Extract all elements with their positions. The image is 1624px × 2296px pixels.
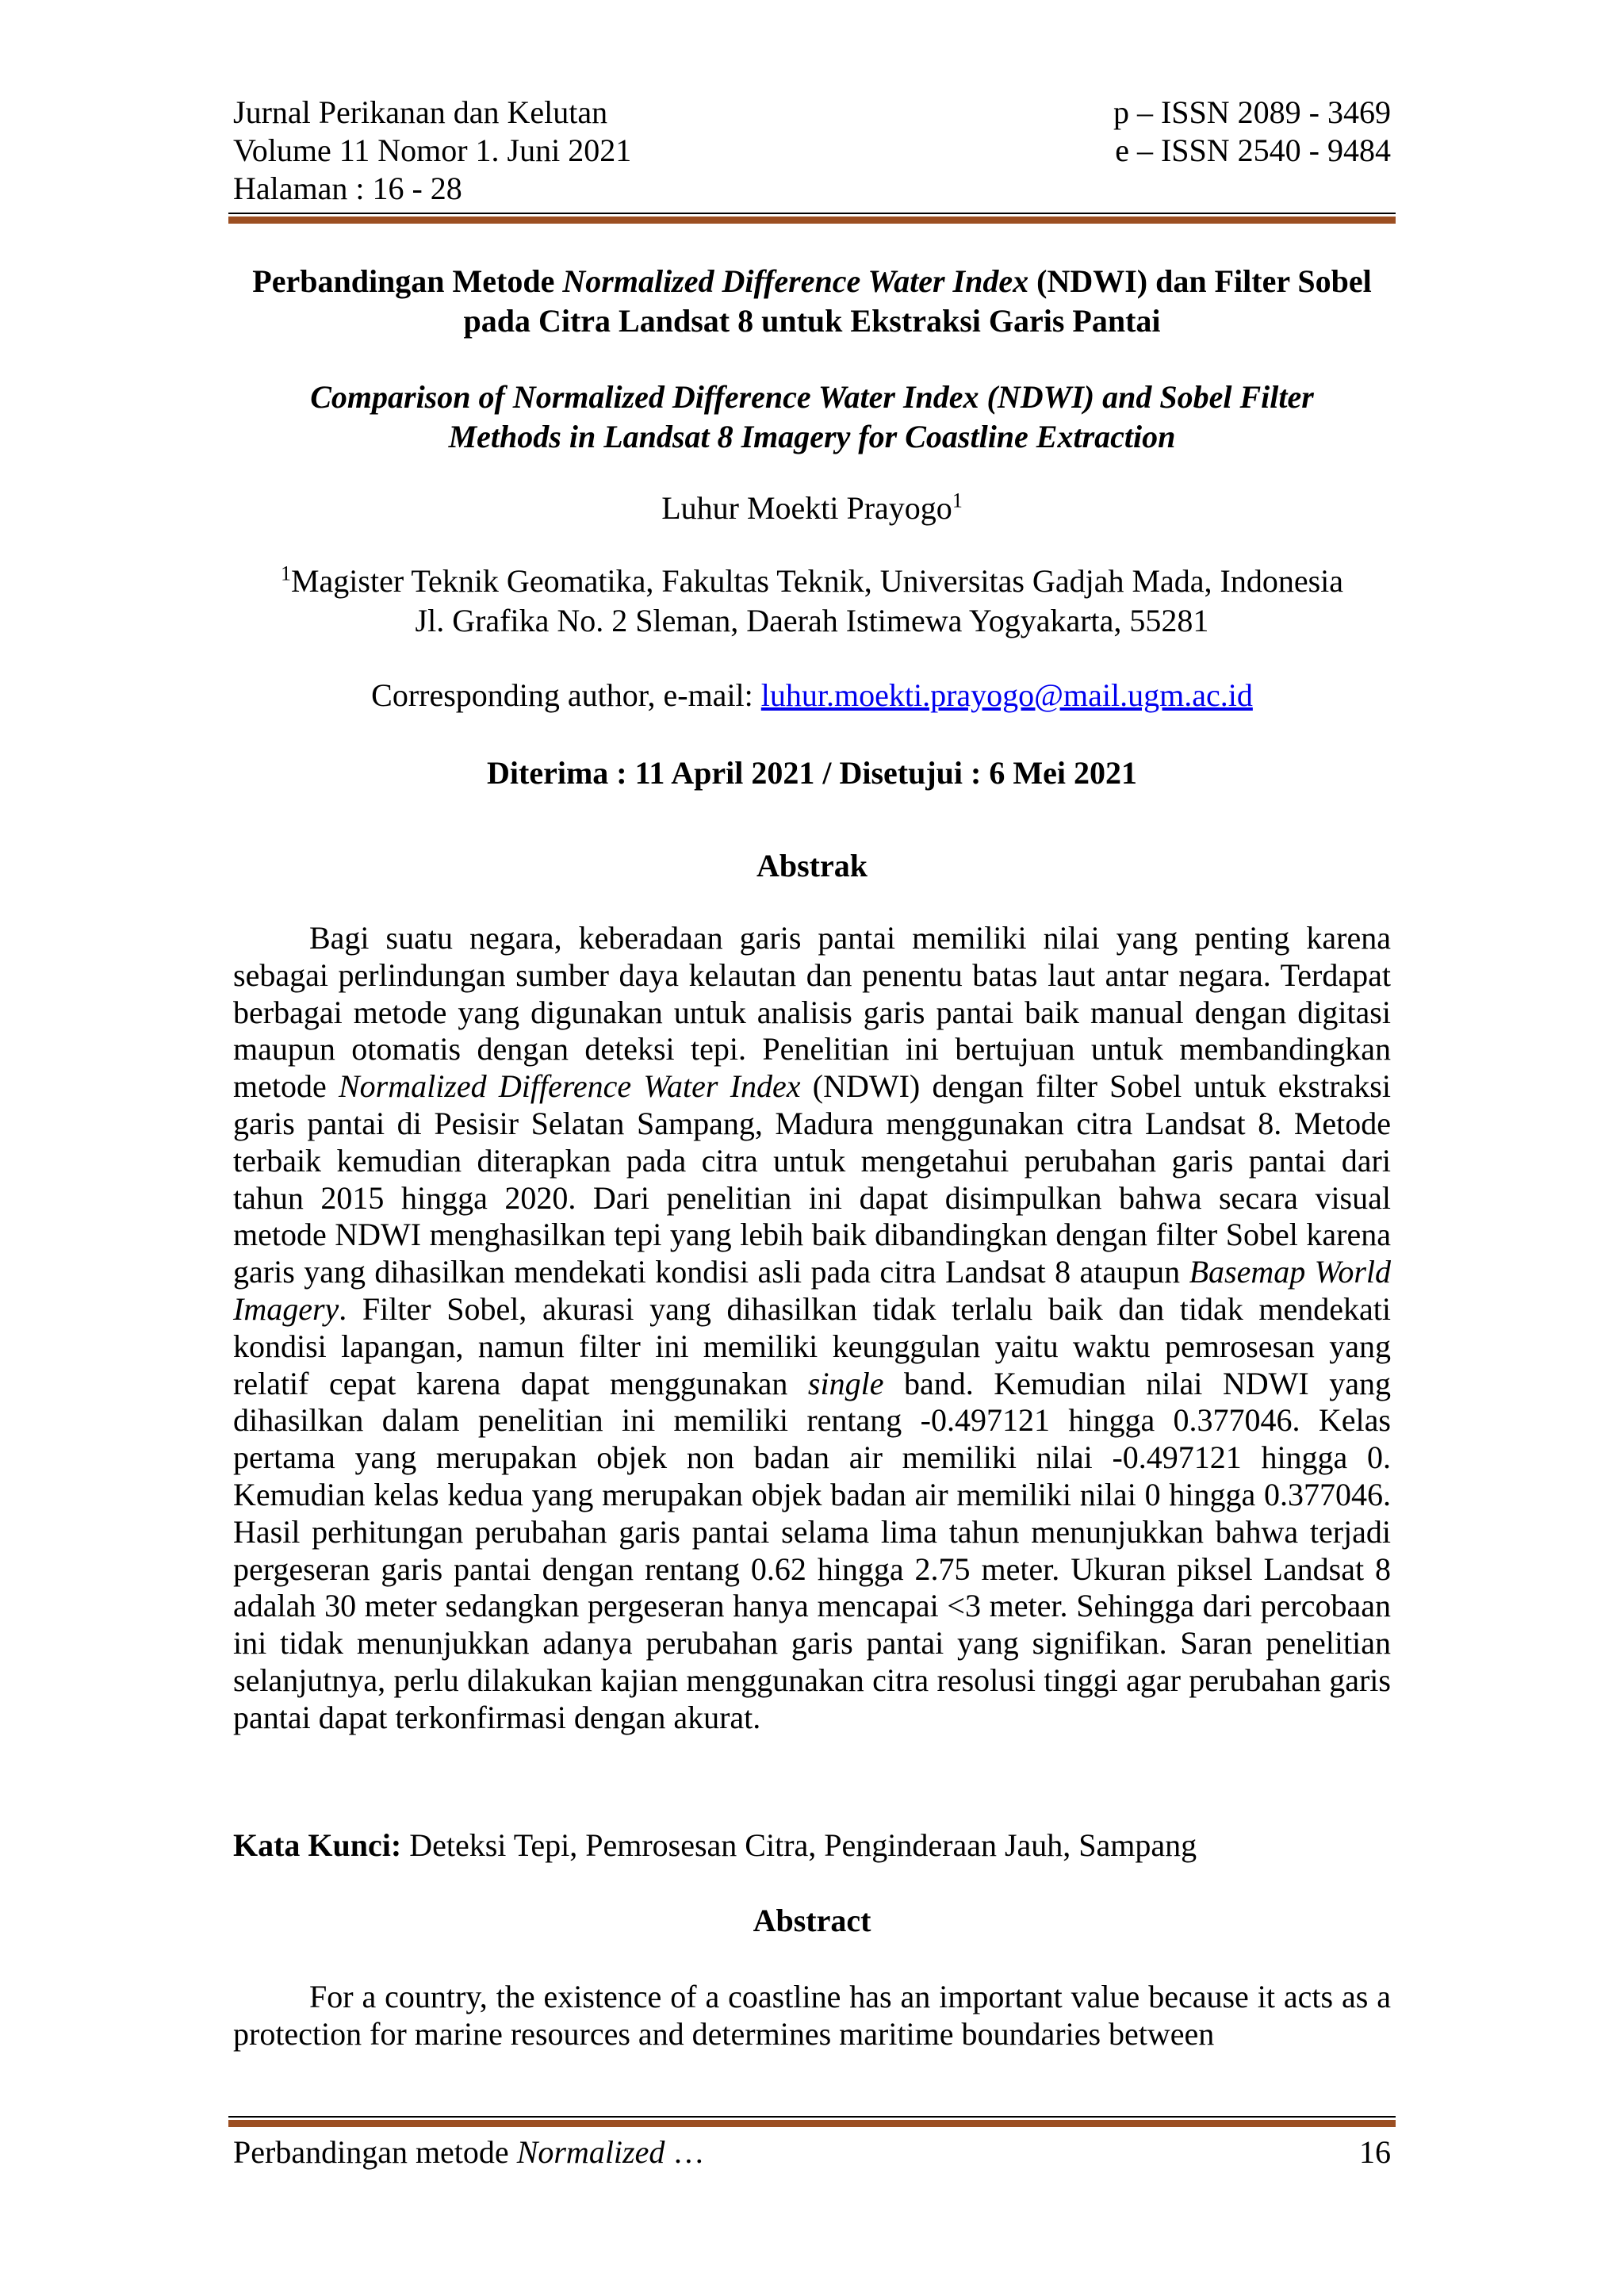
keywords xyxy=(233,1826,1391,1865)
journal-volume: Volume 11 Nomor 1. Juni 2021 xyxy=(233,132,632,168)
header-divider-accent-line xyxy=(228,217,1396,224)
author-line xyxy=(233,489,1391,528)
author-email-link[interactable]: luhur.moekti.prayogo@mail.ugm.ac.id xyxy=(760,677,1253,713)
page-header xyxy=(233,94,1391,208)
affiliation-superscript: 1 xyxy=(280,562,291,585)
running-title-suffix: … xyxy=(665,2134,705,2170)
corresponding-label: Corresponding author, e-mail: xyxy=(371,677,761,713)
abstrak-italic-3: single xyxy=(807,1365,884,1401)
article-title-english xyxy=(233,378,1391,457)
abstrak-italic-2: Basemap World Imagery xyxy=(233,1254,1392,1327)
keywords-label: Kata Kunci: xyxy=(233,1827,402,1863)
corresponding-author xyxy=(233,676,1391,715)
header-row xyxy=(233,94,1391,208)
author-superscript: 1 xyxy=(952,489,963,512)
abstrak-text-2: (NDWI) dengan filter Sobel untuk ekstraksi garis pantai di Pesisir Selatan Sampang, Madura menggunakan citra Landsat 8. Metode terbaik kemudian diterapkan pada citra untuk mengetahui perubahan garis pantai dari tahun 2015 hingga 2020. Dari penelitian ini dapat disimpulkan bahwa secara visual metode NDWI menghasilkan tepi yang lebih baik dibandingkan dengan filter Sobel karena garis yang dihasilkan mendekati kondisi asli pada citra Landsat 8 ataupun xyxy=(233,1068,1391,1290)
title-en-line1: Comparison of Normalized Difference Water Index (NDWI) and Sobel Filter xyxy=(310,379,1314,415)
affiliation xyxy=(233,562,1391,641)
abstrak-italic-1: Normalized Difference Water Index xyxy=(338,1068,801,1105)
abstract-paragraph: For a country, the existence of a coastline has an important value because it acts as a protection for marine resources and determines maritime boundaries between xyxy=(233,1979,1391,2052)
affiliation-line1: Magister Teknik Geomatika, Fakultas Teknik, Universitas Gadjah Mada, Indonesia xyxy=(290,563,1344,599)
affiliation-line2: Jl. Grafika No. 2 Sleman, Daerah Istimewa Yogyakarta, 55281 xyxy=(415,603,1209,638)
header-divider xyxy=(228,213,1396,224)
page-footer xyxy=(233,2133,1391,2171)
keywords-text: Deteksi Tepi, Pemrosesan Citra, Penginderaan Jauh, Sampang xyxy=(401,1827,1197,1863)
title-en-line2: Methods in Landsat 8 Imagery for Coastline Extraction xyxy=(448,419,1176,454)
footer-divider-thin-line xyxy=(228,2116,1396,2118)
electronic-issn: e – ISSN 2540 - 9484 xyxy=(1115,132,1391,168)
abstrak-heading: Abstrak xyxy=(756,848,868,884)
abstrak-text-1: Bagi suatu negara, keberadaan garis pantai memiliki nilai yang penting karena sebagai perlindungan sumber daya kelautan dan penentu batas laut antar negara. Terdapat berbagai metode yang digunakan untuk analisis garis pantai baik manual dengan digitasi maupun otomatis dengan deteksi tepi. Penelitian ini bertujuan untuk membandingkan metode xyxy=(233,920,1391,1105)
abstrak-text-3: . Filter Sobel, akurasi yang dihasilkan tidak terlalu baik dan tidak mendekati kondisi lapangan, namun filter ini memiliki keunggulan yaitu waktu pemrosesan yang relatif cepat karena dapat menggunakan xyxy=(233,1290,1391,1401)
journal-pages: Halaman : 16 - 28 xyxy=(233,171,462,206)
page-number: 16 xyxy=(1359,2134,1391,2170)
title-id-italic: Normalized Difference Water Index xyxy=(562,263,1029,299)
abstrak-paragraph xyxy=(233,920,1391,1737)
abstrak-text-4: band. Kemudian nilai NDWI yang dihasilkan dalam penelitian ini memiliki rentang -0.497121 hingga 0.377046. Kelas pertama yang merupakan objek non badan air memiliki nilai -0.497121 hingga 0. Kemudian kelas kedua yang merupakan objek badan air memiliki nilai 0 hingga 0.377046. Hasil perhitungan perubahan garis pantai selama lima tahun menunjukkan bahwa terjadi pergeseran garis pantai dengan rentang 0.62 hingga 2.75 meter. Ukuran piksel Landsat 8 adalah 30 meter sedangkan pergeseran hanya mencapai <3 meter. Sehingga dari percobaan ini tidak menunjukkan adanya perubahan garis pantai yang signifikan. Saran penelitian selanjutnya, perlu dilakukan kajian menggunakan citra resolusi tinggi agar perubahan garis pantai dapat terkonfirmasi dengan akurat. xyxy=(233,1365,1391,1735)
author-name: Luhur Moekti Prayogo xyxy=(661,490,952,526)
article-title-indonesian xyxy=(233,262,1391,341)
abstrak-body xyxy=(233,920,1391,1737)
running-title xyxy=(233,2133,704,2171)
journal-name: Jurnal Perikanan dan Kelutan xyxy=(233,94,608,130)
footer-divider-accent-line xyxy=(228,2120,1396,2127)
header-right xyxy=(1113,94,1391,208)
title-id-suffix: (NDWI) dan Filter Sobel xyxy=(1028,263,1372,299)
footer-divider xyxy=(228,2116,1396,2127)
print-issn: p – ISSN 2089 - 3469 xyxy=(1113,94,1391,130)
header-left xyxy=(233,94,631,208)
running-title-prefix: Perbandingan metode xyxy=(233,2134,517,2170)
title-id-prefix: Perbandingan Metode xyxy=(252,263,563,299)
header-divider-thin-line xyxy=(228,213,1396,214)
received-accepted-dates: Diterima : 11 April 2021 / Disetujui : 6 Mei 2021 xyxy=(487,755,1137,791)
title-id-line2: pada Citra Landsat 8 untuk Ekstraksi Garis Pantai xyxy=(463,303,1161,339)
abstract-heading: Abstract xyxy=(753,1903,871,1938)
running-title-italic: Normalized xyxy=(516,2134,665,2170)
abstract-body xyxy=(233,1979,1391,2053)
